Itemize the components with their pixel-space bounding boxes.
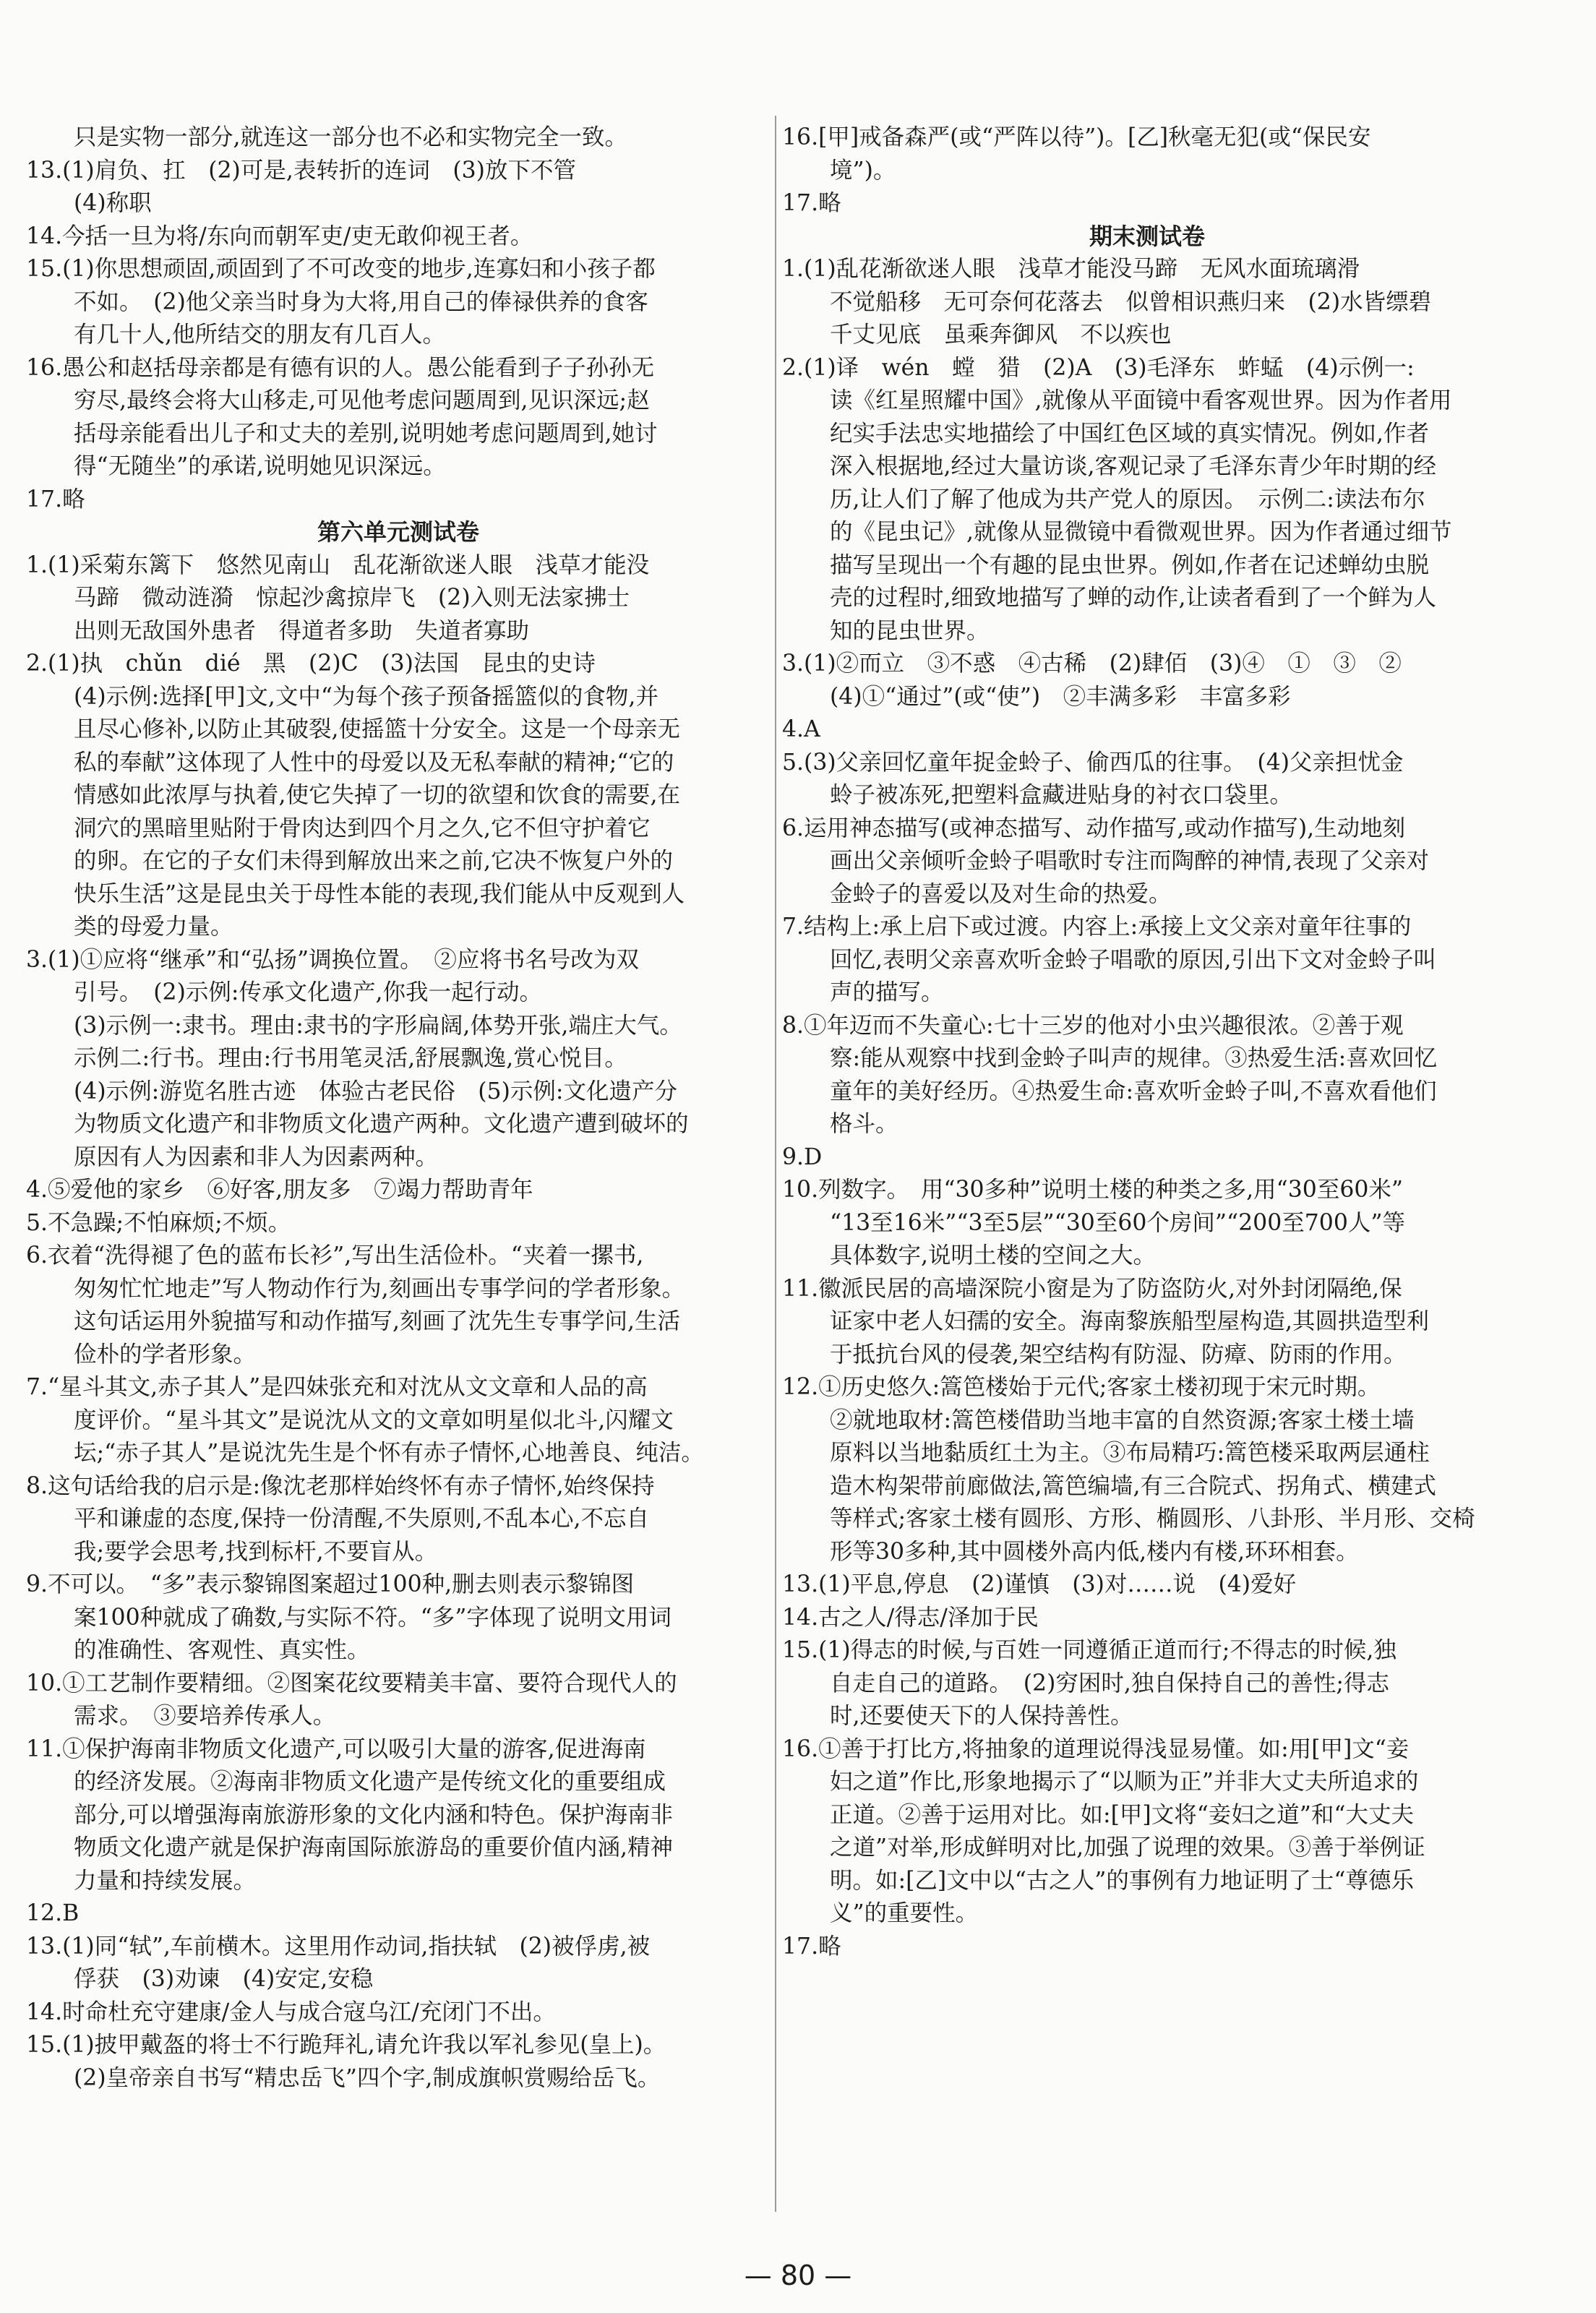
- answer-line: 17.略: [26, 486, 85, 512]
- answer-line: 2.(1)译 wén 螳 猎 (2)A (3)毛泽东 蚱蜢 (4)示例一:: [782, 354, 1415, 381]
- answer-line: 5.(3)父亲回忆童年捉金蛉子、偷西瓜的往事。 (4)父亲担忧金: [782, 749, 1404, 776]
- answer-line: 11.徽派民居的高墙深院小窗是为了防盗防火,对外封闭隔绝,保: [782, 1275, 1402, 1302]
- page-number: — 80 —: [744, 2260, 852, 2291]
- answer-line: 境”)。: [830, 157, 896, 184]
- answer-line: “13至16米”“3至5层”“30至60个房间”“200至700人”等: [830, 1209, 1405, 1236]
- answer-line: 17.略: [782, 190, 841, 216]
- answer-line: 快乐生活”这是昆虫关于母性本能的表现,我们能从中反观到人: [74, 880, 685, 907]
- answer-line: 匆匆忙忙地走”写人物动作行为,刻画出专事学问的学者形象。: [74, 1275, 685, 1302]
- answer-line: 我;要学会思考,找到标杆,不要盲从。: [74, 1538, 438, 1565]
- answer-line: 金蛉子的喜爱以及对生命的热爱。: [830, 880, 1172, 907]
- answer-line: 原因有人为因素和非人为因素两种。: [74, 1143, 439, 1170]
- answer-line: 形等30多种,其中圆楼外高内低,楼内有楼,环环相套。: [830, 1538, 1359, 1565]
- answer-line: (2)皇帝亲自书写“精忠岳飞”四个字,制成旗帜赏赐给岳飞。: [74, 2064, 661, 2091]
- answer-line: 5.不急躁;不怕麻烦;不烦。: [26, 1209, 291, 1236]
- answer-line: 得“无随坐”的承诺,说明她见识深远。: [74, 453, 446, 479]
- answer-line: (4)示例:选择[甲]文,文中“为每个孩子预备摇篮似的食物,并: [74, 683, 658, 710]
- answer-line: 之道”对举,形成鲜明对比,加强了说理的效果。③善于举例证: [830, 1834, 1425, 1861]
- answer-line: 13.(1)肩负、扛 (2)可是,表转折的连词 (3)放下不管: [26, 157, 576, 184]
- answer-line: 原料以当地黏质红土为主。③布局精巧:篙笆楼采取两层通柱: [830, 1440, 1430, 1466]
- answer-line: 回忆,表明父亲喜欢听金蛉子唱歌的原因,引出下文对金蛉子叫: [830, 946, 1437, 973]
- answer-line: 的《昆虫记》,就像从显微镜中看微观世界。因为作者通过细节: [830, 519, 1452, 545]
- answer-line: 为物质文化遗产和非物质文化遗产两种。文化遗产遭到破坏的: [74, 1111, 689, 1137]
- answer-line: 不如。 (2)他父亲当时身为大将,用自己的俸禄供养的食客: [74, 288, 648, 315]
- answer-line: 15.(1)你思想顽固,顽固到了不可改变的地步,连寡妇和小孩子都: [26, 256, 656, 282]
- answer-line: 时,还要使天下的人保持善性。: [830, 1703, 1133, 1729]
- answer-line: 16.[甲]戒备森严(或“严阵以待”)。[乙]秋毫无犯(或“保民安: [782, 124, 1371, 150]
- answer-line: 读《红星照耀中国》,就像从平面镜中看客观世界。因为作者用: [830, 387, 1452, 413]
- answer-line: 17.略: [782, 1933, 841, 1960]
- answer-line: 具体数字,说明土楼的空间之大。: [830, 1243, 1157, 1269]
- answer-line: 壳的过程时,细致地描写了蝉的动作,让读者看到了一个鲜为人: [830, 585, 1437, 611]
- answer-line: 穷尽,最终会将大山移走,可见他考虑问题周到,见识深远;赵: [74, 387, 650, 413]
- answer-line: 只是实物一部分,就连这一部分也不必和实物完全一致。: [74, 124, 628, 150]
- answer-line: 括母亲能看出儿子和丈夫的差别,说明她考虑问题周到,她讨: [74, 420, 658, 447]
- answer-line: 马蹄 微动涟漪 惊起沙禽掠岸飞 (2)入则无法家拂士: [74, 585, 630, 611]
- answer-line: 等样式;客家土楼有圆形、方形、椭圆形、八卦形、半月形、交椅: [830, 1506, 1475, 1532]
- answer-line: 13.(1)同“轼”,车前横木。这里用作动词,指扶轼 (2)被俘虏,被: [26, 1933, 651, 1960]
- answer-line: 15.(1)披甲戴盔的将士不行跪拜礼,请允许我以军礼参见(皇上)。: [26, 2032, 666, 2058]
- answer-line: 示例二:行书。理由:行书用笔灵活,舒展飘逸,赏心悦目。: [74, 1045, 627, 1071]
- column-divider: [775, 116, 776, 2212]
- answer-line: 1.(1)乱花渐欲迷人眼 浅草才能没马蹄 无风水面琉璃滑: [782, 256, 1360, 282]
- answer-line: 知的昆虫世界。: [830, 617, 990, 644]
- answer-line: 的经济发展。②海南非物质文化遗产是传统文化的重要组成: [74, 1769, 666, 1795]
- answer-line: 察:能从观察中找到金蛉子叫声的规律。③热爱生活:喜欢回忆: [830, 1045, 1438, 1071]
- answer-line: 纪实手法忠实地描绘了中国红色区域的真实情况。例如,作者: [830, 420, 1430, 447]
- answer-line: 俘获 (3)劝谏 (4)安定,安稳: [74, 1966, 374, 1992]
- answer-line: 且尽心修补,以防止其破裂,使摇篮十分安全。这是一个母亲无: [74, 716, 681, 742]
- answer-line: 有几十人,他所结交的朋友有几百人。: [74, 322, 446, 348]
- answer-line: 9.D: [782, 1143, 823, 1170]
- right-column: [782, 121, 1512, 1963]
- left-column: [26, 121, 771, 2095]
- answer-line: 14.古之人/得志/泽加于民: [782, 1604, 1039, 1631]
- answer-line: 出则无敌国外患者 得道者多助 失道者寡助: [74, 617, 530, 644]
- answer-line: 案100种就成了确数,与实际不符。“多”字体现了说明文用词: [74, 1604, 672, 1631]
- answer-line: 童年的美好经历。④热爱生命:喜欢听金蛉子叫,不喜欢看他们: [830, 1078, 1437, 1104]
- answer-line: 千丈见底 虽乘奔御风 不以疾也: [830, 322, 1172, 348]
- answer-line: 12.①历史悠久:篙笆楼始于元代;客家土楼初现于宋元时期。: [782, 1374, 1381, 1400]
- answer-line: 度评价。“星斗其文”是说沈从文的文章如明星似北斗,闪耀文: [74, 1407, 674, 1433]
- answer-line: (3)示例一:隶书。理由:隶书的字形扁阔,体势开张,端庄大气。: [74, 1012, 682, 1039]
- section-heading: 期末测试卷: [1089, 222, 1205, 250]
- answer-line: 不觉船移 无可奈何花落去 似曾相识燕归来 (2)水皆缥碧: [830, 288, 1432, 315]
- answer-line: 私的奉献”这体现了人性中的母爱以及无私奉献的精神;“它的: [74, 749, 674, 776]
- answer-line: 格斗。: [830, 1111, 898, 1137]
- answer-line: 16.①善于打比方,将抽象的道理说得浅显易懂。如:用[甲]文“妾: [782, 1735, 1410, 1762]
- answer-line: 引号。 (2)示例:传承文化遗产,你我一起行动。: [74, 979, 542, 1005]
- answer-line: 类的母爱力量。: [74, 914, 233, 940]
- answer-line: 平和谦虚的态度,保持一份清醒,不失原则,不乱本心,不忘自: [74, 1506, 650, 1532]
- answer-line: 6.衣着“洗得褪了色的蓝布长衫”,写出生活俭朴。“夹着一摞书,: [26, 1243, 644, 1269]
- answer-line: 16.愚公和赵括母亲都是有德有识的人。愚公能看到子子孙孙无: [26, 354, 655, 381]
- answer-line: 蛉子被冻死,把塑料盒藏进贴身的衬衣口袋里。: [830, 782, 1293, 808]
- answer-line: 深入根据地,经过大量访谈,客观记录了毛泽东青少年时期的经: [830, 453, 1437, 479]
- answer-line: 的准确性、客观性、真实性。: [74, 1637, 370, 1663]
- answer-line: 15.(1)得志的时候,与百姓一同遵循正道而行;不得志的时候,独: [782, 1637, 1396, 1663]
- answer-line: 妇之道”作比,形象地揭示了“以顺为正”并非大丈夫所追求的: [830, 1769, 1419, 1795]
- answer-line: 造木构架带前廊做法,篙笆编墙,有三合院式、拐角式、横建式: [830, 1472, 1437, 1499]
- answer-line: (4)示例:游览名胜古迹 体验古老民俗 (5)示例:文化遗产分: [74, 1078, 677, 1104]
- answer-line: 明。如:[乙]文中以“古之人”的事例有力地证明了士“尊德乐: [830, 1867, 1415, 1894]
- answer-line: 声的描写。: [830, 979, 944, 1005]
- answer-line: 1.(1)采菊东篱下 悠然见南山 乱花渐欲迷人眼 浅草才能没: [26, 552, 650, 578]
- answer-line: 14.今括一旦为将/东向而朝军吏/吏无敢仰视王者。: [26, 223, 533, 249]
- answer-line: ②就地取材:篙笆楼借助当地丰富的自然资源;客家土楼土墙: [830, 1407, 1415, 1433]
- answer-line: 于抵抗台风的侵袭,架空结构有防湿、防瘴、防雨的作用。: [830, 1341, 1407, 1368]
- answer-line: 7.“星斗其文,赤子其人”是四妹张充和对沈从文文章和人品的高: [26, 1374, 648, 1400]
- answer-line: 8.这句话给我的启示是:像沈老那样始终怀有赤子情怀,始终保持: [26, 1472, 655, 1499]
- answer-line: 8.①年迈而不失童心:七十三岁的他对小虫兴趣很浓。②善于观: [782, 1012, 1404, 1039]
- answer-line: 洞穴的黑暗里贴附于骨肉达到四个月之久,它不但守护着它: [74, 815, 651, 841]
- answer-line: 3.(1)②而立 ③不惑 ④古稀 (2)肆佰 (3)④ ① ③ ②: [782, 651, 1402, 677]
- answer-line: 俭朴的学者形象。: [74, 1341, 257, 1368]
- answer-line: 10.列数字。 用“30多种”说明土楼的种类之多,用“30至60米”: [782, 1177, 1404, 1203]
- answer-line: 部分,可以增强海南旅游形象的文化内涵和特色。保护海南非: [74, 1801, 674, 1828]
- answer-line: 情感如此浓厚与执着,使它失掉了一切的欲望和饮食的需要,在: [74, 782, 681, 808]
- answer-line: 的卵。在它的子女们未得到解放出来之前,它决不恢复户外的: [74, 848, 674, 874]
- answer-line: 正道。②善于运用对比。如:[甲]文将“妾妇之道”和“大丈夫: [830, 1801, 1415, 1828]
- answer-line: 画出父亲倾听金蛉子唱歌时专注而陶醉的神情,表现了父亲对: [830, 848, 1430, 874]
- answer-line: 9.不可以。 “多”表示黎锦图案超过100种,删去则表示黎锦图: [26, 1571, 635, 1597]
- answer-line: 历,让人们了解了他成为共产党人的原因。 示例二:读法布尔: [830, 486, 1425, 512]
- answer-line: 11.①保护海南非物质文化遗产,可以吸引大量的游客,促进海南: [26, 1735, 646, 1762]
- answer-line: 义”的重要性。: [830, 1900, 979, 1926]
- answer-line: 6.运用神态描写(或神态描写、动作描写,或动作描写),生动地刻: [782, 815, 1406, 841]
- answer-line: 7.结构上:承上启下或过渡。内容上:承接上文父亲对童年往事的: [782, 914, 1412, 940]
- answer-line: 4.⑤爱他的家乡 ⑥好客,朋友多 ⑦竭力帮助青年: [26, 1177, 533, 1203]
- answer-line: 力量和持续发展。: [74, 1867, 257, 1894]
- answer-line: 坛;“赤子其人”是说沈先生是个怀有赤子情怀,心地善良、纯洁。: [74, 1440, 704, 1466]
- section-heading: 第六单元测试卷: [317, 518, 479, 546]
- answer-line: (4)①“通过”(或“使”) ②丰满多彩 丰富多彩: [830, 683, 1291, 710]
- answer-line: (4)称职: [74, 190, 152, 216]
- answer-line: 自走自己的道路。 (2)穷困时,独自保持自己的善性;得志: [830, 1670, 1389, 1696]
- answer-line: 12.B: [26, 1900, 80, 1926]
- answer-line: 证家中老人妇孺的安全。海南黎族船型屋构造,其圆拱造型利: [830, 1308, 1430, 1334]
- answer-line: 13.(1)平息,停息 (2)谨慎 (3)对……说 (4)爱好: [782, 1571, 1297, 1597]
- answer-line: 需求。 ③要培养传承人。: [74, 1703, 336, 1729]
- answer-line: 14.时命杜充守建康/金人与成合寇乌江/充闭门不出。: [26, 1999, 556, 2025]
- answer-line: 3.(1)①应将“继承”和“弘扬”调换位置。 ②应将书名号改为双: [26, 946, 639, 973]
- answer-line: 4.A: [782, 716, 820, 742]
- answer-line: 这句话运用外貌描写和动作描写,刻画了沈先生专事学问,生活: [74, 1308, 681, 1334]
- answer-line: 2.(1)执 chǔn dié 黑 (2)C (3)法国 昆虫的史诗: [26, 651, 596, 677]
- answer-line: 描写呈现出一个有趣的昆虫世界。例如,作者在记述蝉幼虫脱: [830, 552, 1430, 578]
- answer-line: 物质文化遗产就是保护海南国际旅游岛的重要价值内涵,精神: [74, 1834, 674, 1861]
- answer-line: 10.①工艺制作要精细。②图案花纹要精美丰富、要符合现代人的: [26, 1670, 677, 1696]
